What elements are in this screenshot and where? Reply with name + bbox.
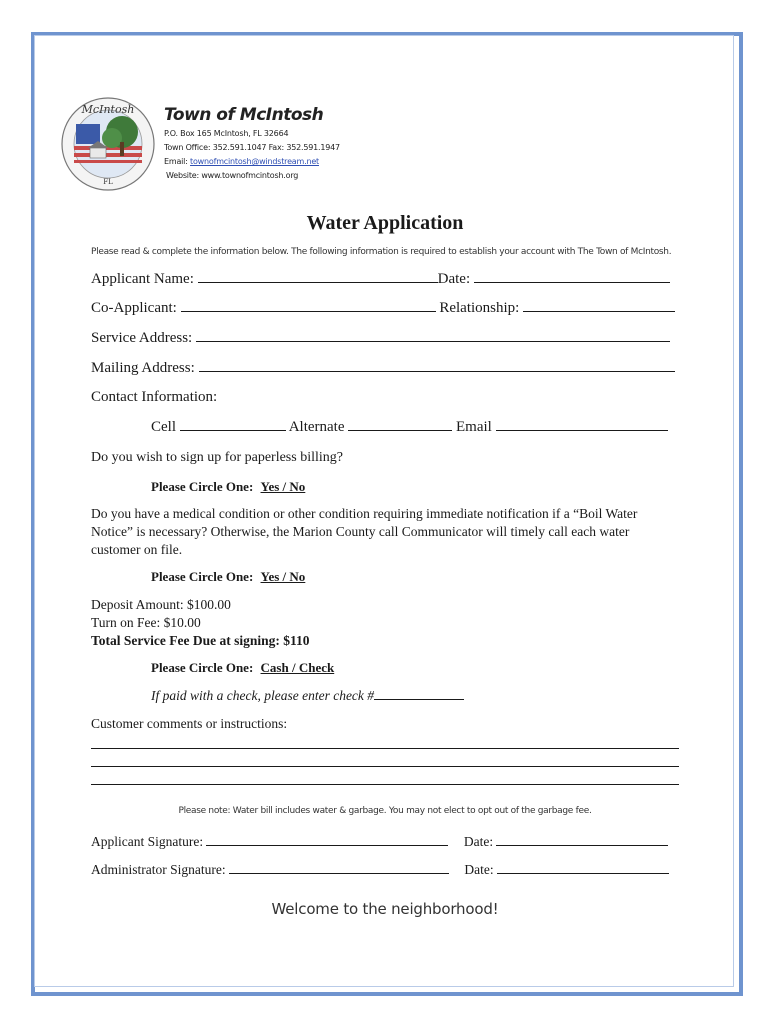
paperless-question: Do you wish to sign up for paperless billing? <box>91 450 343 465</box>
email-label: Email <box>456 419 492 435</box>
turn-on-fee: Turn on Fee: $10.00 <box>91 615 201 630</box>
applicant-signature-date-label: Date: <box>463 834 494 849</box>
deposit-amount: Deposit Amount: $100.00 <box>91 597 231 612</box>
mailing-address-row <box>91 360 675 377</box>
applicant-name-field[interactable] <box>198 281 438 283</box>
org-email-label: Email: <box>164 157 188 166</box>
seal-text: McIntosh <box>81 103 135 116</box>
comments-line-2[interactable] <box>91 766 679 767</box>
check-number-row <box>151 688 464 704</box>
contact-fields-row <box>151 419 668 436</box>
comments-line-3[interactable] <box>91 784 679 785</box>
payment-choice-row <box>151 660 334 676</box>
intro-text: Please read & complete the information below. The following information is required to establish your account with The Town of McIntosh. <box>91 247 672 257</box>
medical-options[interactable]: Yes / No <box>260 569 306 584</box>
applicant-name-row <box>91 271 670 288</box>
service-address-row <box>91 330 670 347</box>
co-applicant-label: Co-Applicant: <box>91 300 177 316</box>
email-field[interactable] <box>496 429 668 431</box>
administrator-signature-date-field[interactable] <box>497 872 669 874</box>
town-seal-logo <box>60 96 156 192</box>
applicant-signature-label: Applicant Signature: <box>91 834 204 849</box>
payment-options[interactable]: Cash / Check <box>260 660 335 675</box>
cell-field[interactable] <box>180 429 286 431</box>
seal-subtext: FL <box>103 178 113 186</box>
comments-line-1[interactable] <box>91 748 679 749</box>
paperless-options[interactable]: Yes / No <box>260 479 306 494</box>
cell-label: Cell <box>151 419 176 435</box>
administrator-signature-label: Administrator Signature: <box>91 862 226 877</box>
applicant-name-label: Applicant Name: <box>91 271 194 287</box>
administrator-signature-field[interactable] <box>229 872 449 874</box>
org-name: Town of McIntosh <box>164 105 324 125</box>
administrator-signature-row <box>91 862 669 878</box>
check-number-field[interactable] <box>374 698 464 700</box>
org-address: P.O. Box 165 McIntosh, FL 32664 <box>164 129 289 138</box>
applicant-date-field[interactable] <box>474 281 670 283</box>
page-title: Water Application <box>306 212 464 234</box>
contact-info-label: Contact Information: <box>91 389 218 405</box>
applicant-date-label: Date: <box>437 271 471 287</box>
payment-circle-label: Please Circle One: <box>151 660 254 675</box>
service-address-field[interactable] <box>196 340 670 342</box>
paperless-choice-row <box>151 479 305 495</box>
garbage-fee-note: Please note: Water bill includes water & garbage. You may not elect to opt out of the garbage fee. <box>178 806 592 816</box>
applicant-signature-row <box>91 834 668 850</box>
org-email-row <box>164 157 319 166</box>
org-website: Website: www.townofmcintosh.org <box>166 171 299 180</box>
mailing-address-label: Mailing Address: <box>91 360 195 376</box>
total-fee: Total Service Fee Due at signing: $110 <box>91 633 310 648</box>
relationship-label: Relationship: <box>439 300 520 316</box>
medical-question: Do you have a medical condition or other condition requiring immediate notification if a “Boil Water Notice” is necessary? Otherwise, the Marion County call Communicator will timely call each water customer on file. <box>91 506 638 557</box>
administrator-signature-date-label: Date: <box>464 862 494 877</box>
paperless-circle-label: Please Circle One: <box>151 479 254 494</box>
mailing-address-field[interactable] <box>199 370 675 372</box>
alternate-field[interactable] <box>348 429 452 431</box>
applicant-signature-field[interactable] <box>206 844 448 846</box>
applicant-signature-date-field[interactable] <box>496 844 668 846</box>
comments-label: Customer comments or instructions: <box>91 716 288 731</box>
welcome-message: Welcome to the neighborhood! <box>271 900 499 918</box>
alternate-label: Alternate <box>288 419 345 435</box>
medical-circle-label: Please Circle One: <box>151 569 254 584</box>
co-applicant-row <box>91 300 675 317</box>
relationship-field[interactable] <box>523 310 675 312</box>
service-address-label: Service Address: <box>91 330 193 346</box>
org-email-link[interactable]: townofmcintosh@windstream.net <box>190 157 319 166</box>
org-phones: Town Office: 352.591.1047 Fax: 352.591.1947 <box>164 143 340 152</box>
co-applicant-field[interactable] <box>181 310 436 312</box>
check-number-label: If paid with a check, please enter check # <box>151 688 375 703</box>
medical-choice-row <box>151 569 305 585</box>
